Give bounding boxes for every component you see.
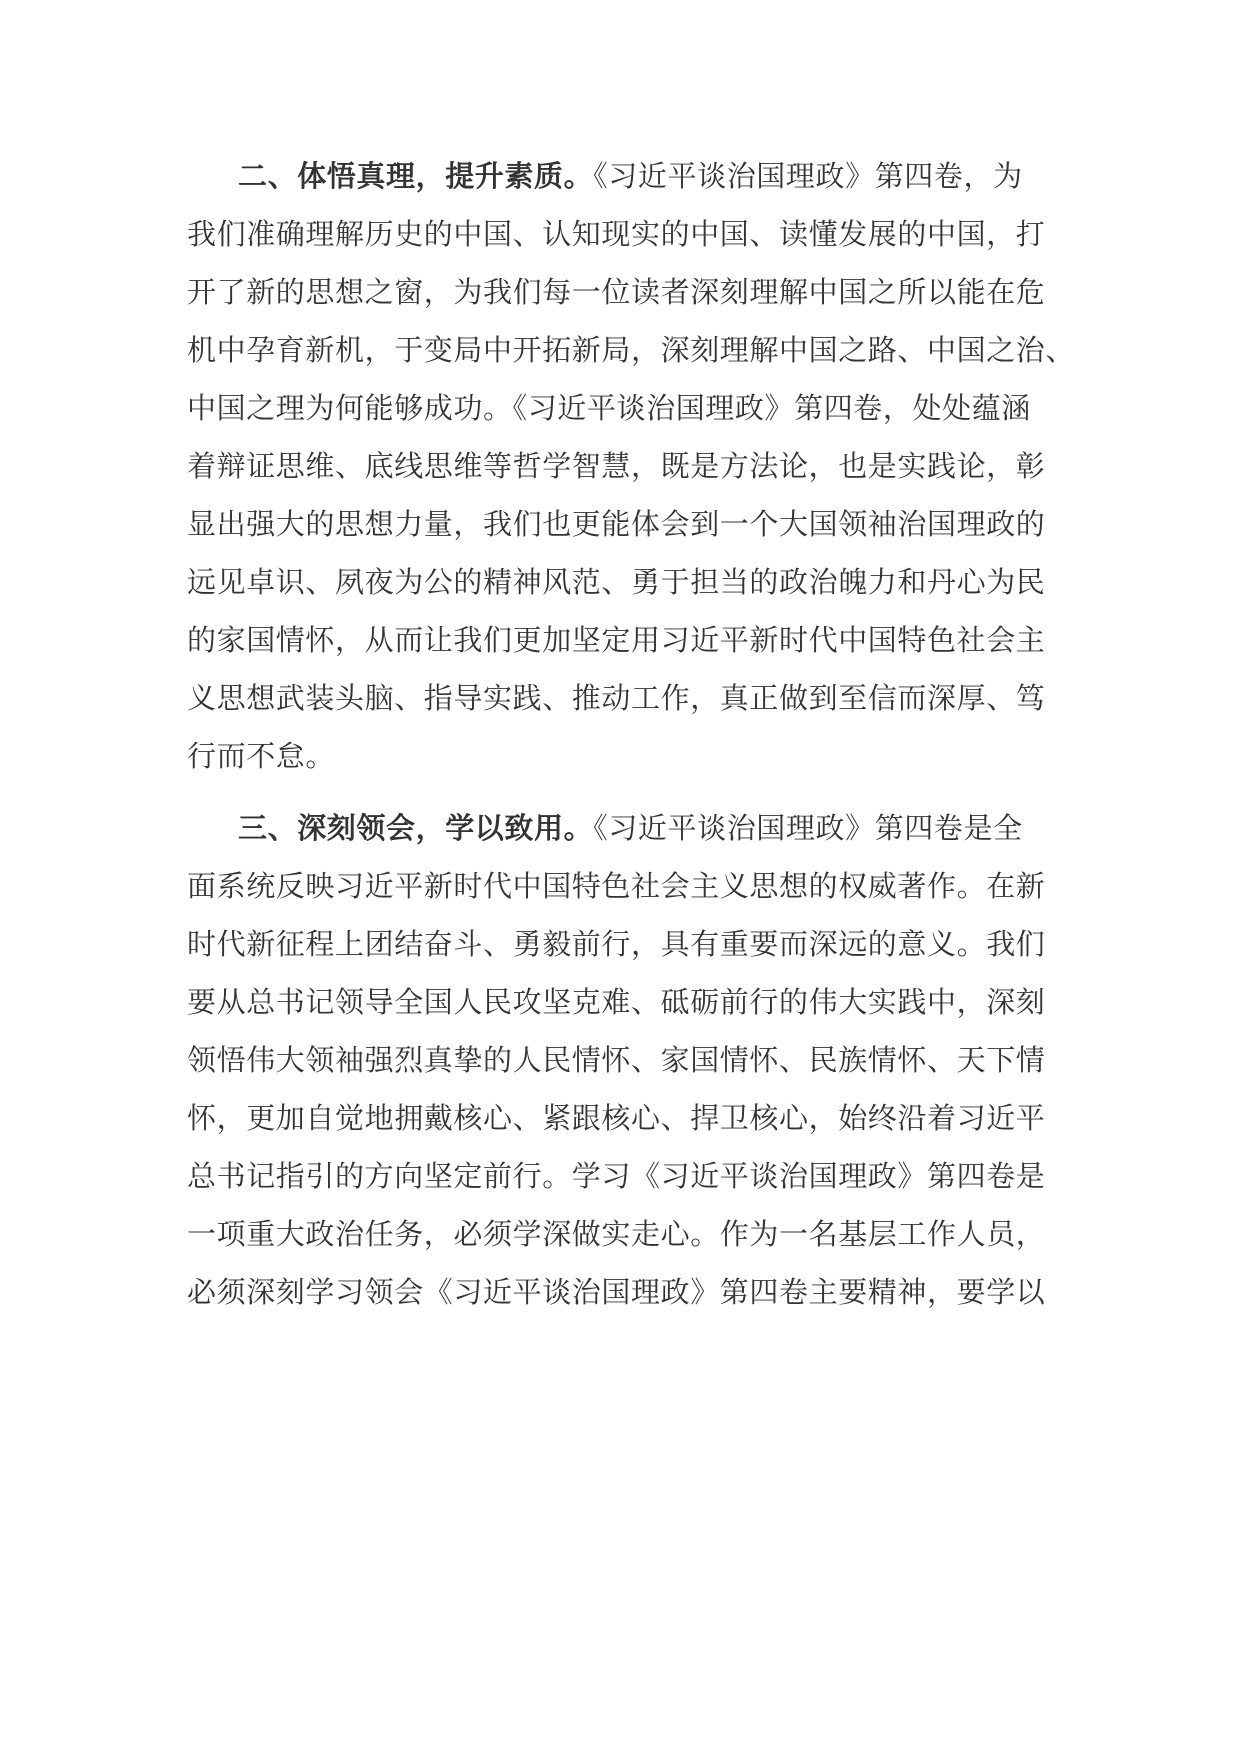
paragraph-line: 怀，更加自觉地拥戴核心、紧跟核心、捍卫核心，始终沿着习近平 bbox=[187, 1101, 1046, 1135]
paragraph-line: 时代新征程上团结奋斗、勇毅前行，具有重要而深远的意义。我们 bbox=[187, 927, 1046, 961]
paragraph-line: 必须深刻学习领会《习近平谈治国理政》第四卷主要精神，要学以 bbox=[187, 1275, 1046, 1309]
paragraph-line: 要从总书记领导全国人民攻坚克难、砥砺前行的伟大实践中，深刻 bbox=[187, 985, 1046, 1019]
section-heading: 三、深刻领会，学以致用。 bbox=[238, 811, 594, 845]
paragraph-line: 一项重大政治任务，必须学深做实走心。作为一名基层工作人员， bbox=[187, 1217, 1046, 1251]
paragraph-line: 显出强大的思想力量，我们也更能体会到一个大国领袖治国理政的 bbox=[187, 507, 1046, 541]
paragraph-line: 机中孕育新机，于变局中开拓新局，深刻理解中国之路、中国之治、 bbox=[187, 333, 1076, 367]
paragraph-line: 开了新的思想之窗，为我们每一位读者深刻理解中国之所以能在危 bbox=[187, 275, 1046, 309]
paragraph-line: 行而不怠。 bbox=[187, 739, 336, 773]
paragraph-line bbox=[238, 156, 1068, 196]
paragraph-text: 《习近平谈治国理政》第四卷是全 bbox=[593, 811, 1023, 845]
paragraph-line bbox=[238, 808, 1068, 848]
paragraph-line: 总书记指引的方向坚定前行。学习《习近平谈治国理政》第四卷是 bbox=[187, 1159, 1046, 1193]
paragraph-line: 我们准确理解历史的中国、认知现实的中国、读懂发展的中国，打 bbox=[187, 217, 1046, 251]
paragraph-line: 中国之理为何能够成功。《习近平谈治国理政》第四卷，处处蕴涵 bbox=[187, 391, 1031, 425]
section-heading: 二、体悟真理，提升素质。 bbox=[238, 159, 594, 193]
paragraph-line: 领悟伟大领袖强烈真挚的人民情怀、家国情怀、民族情怀、天下情 bbox=[187, 1043, 1046, 1077]
paragraph-line: 着辩证思维、底线思维等哲学智慧，既是方法论，也是实践论，彰 bbox=[187, 449, 1046, 483]
paragraph-line: 义思想武装头脑、指导实践、推动工作，真正做到至信而深厚、笃 bbox=[187, 681, 1046, 715]
paragraph-line: 的家国情怀，从而让我们更加坚定用习近平新时代中国特色社会主 bbox=[187, 623, 1046, 657]
paragraph-line: 面系统反映习近平新时代中国特色社会主义思想的权威著作。在新 bbox=[187, 869, 1046, 903]
paragraph-line: 远见卓识、夙夜为公的精神风范、勇于担当的政治魄力和丹心为民 bbox=[187, 565, 1046, 599]
paragraph-text: 《习近平谈治国理政》第四卷，为 bbox=[593, 159, 1023, 193]
